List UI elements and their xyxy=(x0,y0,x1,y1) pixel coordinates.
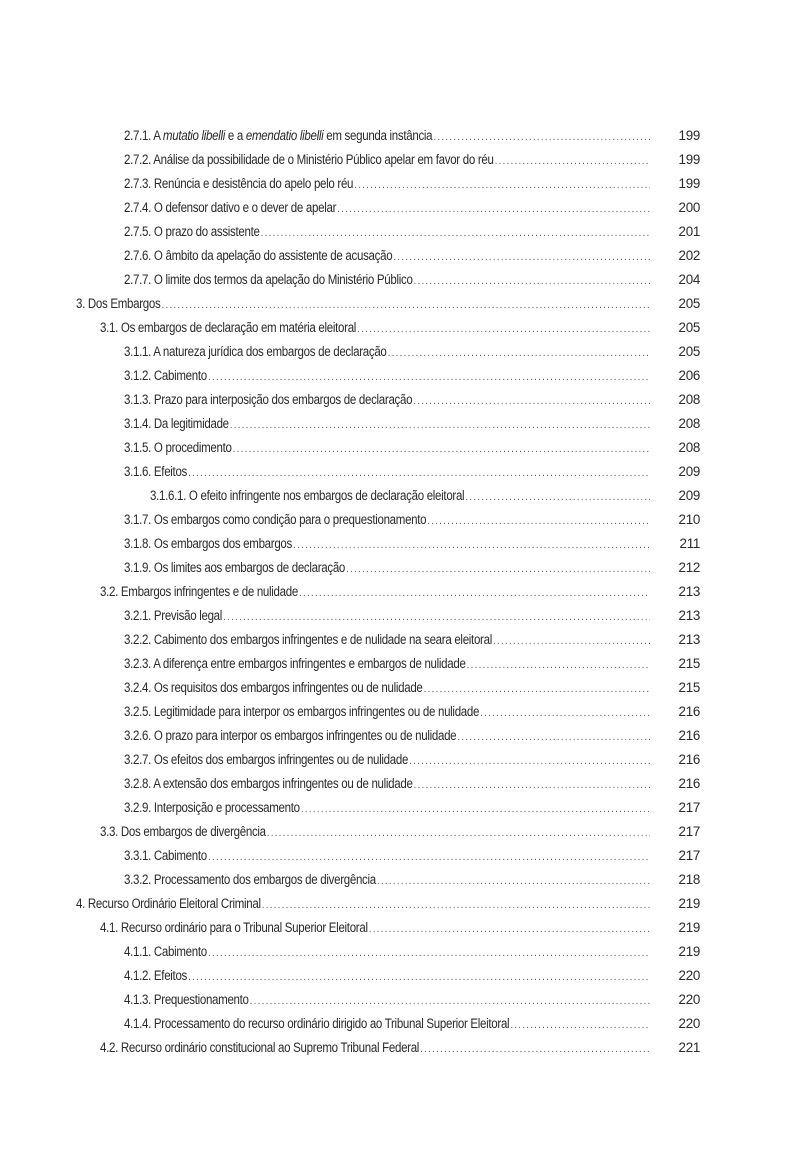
toc-entry-text xyxy=(100,820,650,846)
toc-entry[interactable] xyxy=(0,772,800,796)
dot-leader xyxy=(495,150,650,174)
section-number: 2.7.3. xyxy=(124,176,152,191)
page-number: 201 xyxy=(678,224,700,239)
page-number: 216 xyxy=(678,776,700,791)
page-number: 200 xyxy=(678,200,700,215)
section-title: O limite dos termos da apelação do Ministério Público xyxy=(153,272,413,287)
section-number: 4.1.1. xyxy=(124,944,152,959)
page-number: 205 xyxy=(678,296,700,311)
section-number: 3.1.4. xyxy=(124,416,152,431)
section-number: 3.1.2. xyxy=(124,368,152,383)
dot-leader xyxy=(413,390,650,414)
dot-leader xyxy=(369,918,650,942)
dot-leader xyxy=(261,222,650,246)
toc-entry-text xyxy=(124,940,650,966)
section-number: 2.7.5. xyxy=(124,224,152,239)
dot-leader xyxy=(424,678,650,702)
page-number: 199 xyxy=(678,128,700,143)
toc-entry-text xyxy=(124,388,650,414)
toc-entry[interactable] xyxy=(0,484,800,508)
toc-entry-title xyxy=(124,988,249,1012)
toc-entry-text xyxy=(124,436,650,462)
toc-entry[interactable] xyxy=(0,340,800,364)
section-number: 3.2.3. xyxy=(124,656,152,671)
section-title: O defensor dativo e o dever de apelar xyxy=(153,200,337,215)
section-number: 2.7.6. xyxy=(124,248,152,263)
toc-entry[interactable] xyxy=(0,148,800,172)
toc-entry-text xyxy=(124,748,650,774)
toc-entry-text xyxy=(124,988,650,1014)
section-title: Os embargos como condição para o prequestionamento xyxy=(153,512,427,527)
section-number: 4.1.3. xyxy=(124,992,152,1007)
toc-entry[interactable] xyxy=(0,652,800,676)
toc-entry-text xyxy=(124,340,650,366)
page-number: 219 xyxy=(678,896,700,911)
toc-entry-title xyxy=(100,1036,419,1060)
toc-entry[interactable] xyxy=(0,244,800,268)
section-title: Recurso Ordinário Eleitoral Criminal xyxy=(87,896,261,911)
toc-entry[interactable] xyxy=(0,988,800,1012)
section-number: 3.3.1. xyxy=(124,848,152,863)
toc-entry[interactable] xyxy=(0,316,800,340)
toc-entry-text xyxy=(124,868,650,894)
dot-leader xyxy=(293,534,650,558)
section-number: 3.1.1. xyxy=(124,344,152,359)
section-title: Efeitos xyxy=(153,968,188,983)
toc-entry-title xyxy=(124,340,387,364)
section-number: 3.3. xyxy=(100,824,119,839)
toc-entry-title xyxy=(124,964,187,988)
toc-entry-text xyxy=(124,460,650,486)
toc-entry[interactable] xyxy=(0,556,800,580)
toc-entry-title xyxy=(124,460,187,484)
section-number: 3.1.6.1. xyxy=(150,488,187,503)
section-title: Legitimidade para interpor os embargos infringentes ou de nulidade xyxy=(153,704,480,719)
section-number: 3.1.5. xyxy=(124,440,152,455)
page-number: 220 xyxy=(678,992,700,1007)
dot-leader xyxy=(267,822,650,846)
section-title: Prequestionamento xyxy=(153,992,249,1007)
toc-entry-title xyxy=(124,364,207,388)
section-number: 3.1.7. xyxy=(124,512,152,527)
section-title: Prazo para interposição dos embargos de declaração xyxy=(153,392,413,407)
dot-leader xyxy=(188,462,650,486)
section-title: Cabimento dos embargos infringentes e de nulidade na seara eleitoral xyxy=(153,632,492,647)
toc-entry-title xyxy=(124,748,408,772)
toc-entry[interactable] xyxy=(0,364,800,388)
section-title: Renúncia e desistência do apelo pelo réu xyxy=(153,176,354,191)
toc-entry-title xyxy=(124,412,229,436)
toc-entry-title xyxy=(100,580,298,604)
toc-entry-text xyxy=(124,220,650,246)
dot-leader xyxy=(223,606,650,630)
section-title: Dos Embargos xyxy=(87,296,161,311)
section-title: Os limites aos embargos de declaração xyxy=(153,560,346,575)
toc-entry-text xyxy=(124,268,650,294)
page-number: 210 xyxy=(678,512,700,527)
toc-entry-title xyxy=(100,916,368,940)
page-number: 217 xyxy=(678,848,700,863)
toc-entry-text xyxy=(124,796,650,822)
section-number: 3.1. xyxy=(100,320,119,335)
section-title: Cabimento xyxy=(153,848,207,863)
section-number: 3. xyxy=(76,296,86,311)
section-number: 2.7.2. xyxy=(124,152,152,167)
section-number: 4.2. xyxy=(100,1040,119,1055)
toc-entry-text xyxy=(124,724,650,750)
section-title: O efeito infringente nos embargos de declaração eleitoral xyxy=(188,488,465,503)
section-title: O âmbito da apelação do assistente de acusação xyxy=(153,248,393,263)
section-number: 3.2.9. xyxy=(124,800,152,815)
toc-entry-title xyxy=(124,436,232,460)
page-number: 202 xyxy=(678,248,700,263)
page-number: 216 xyxy=(678,704,700,719)
section-number: 3.2.8. xyxy=(124,776,152,791)
section-title: Da legitimidade xyxy=(153,416,229,431)
page-number: 209 xyxy=(678,488,700,503)
page-number: 220 xyxy=(678,1016,700,1031)
toc-entry-title xyxy=(124,556,345,580)
toc-entry-title xyxy=(124,652,466,676)
toc-entry-text xyxy=(124,676,650,702)
section-title: Processamento dos embargos de divergência xyxy=(153,872,376,887)
dot-leader xyxy=(208,942,650,966)
toc-entry-title xyxy=(124,940,207,964)
toc-entry-title xyxy=(100,316,356,340)
toc-entry-title xyxy=(124,700,479,724)
dot-leader xyxy=(433,126,650,150)
toc-entry-text xyxy=(124,604,650,630)
section-title: Análise da possibilidade de o Ministério Público apelar em favor do réu xyxy=(153,152,494,167)
section-number: 3.3.2. xyxy=(124,872,152,887)
toc-entry-text xyxy=(124,124,650,150)
page-number: 206 xyxy=(678,368,700,383)
section-title: Os embargos de declaração em matéria eleitoral xyxy=(120,320,357,335)
dot-leader xyxy=(510,1014,650,1038)
toc-entry-title xyxy=(124,268,413,292)
toc-entry[interactable] xyxy=(0,964,800,988)
page-number: 215 xyxy=(678,656,700,671)
toc-entry-title xyxy=(124,844,207,868)
dot-leader xyxy=(262,894,650,918)
dot-leader xyxy=(188,966,650,990)
title-part: em segunda instância xyxy=(323,128,433,143)
section-number: 3.1.6. xyxy=(124,464,152,479)
toc-entry[interactable] xyxy=(0,820,800,844)
section-number: 4.1. xyxy=(100,920,119,935)
toc-entry-title xyxy=(124,724,456,748)
dot-leader xyxy=(250,990,650,1014)
page-number: 199 xyxy=(678,176,700,191)
section-title: Os requisitos dos embargos infringentes ou de nulidade xyxy=(153,680,423,695)
page-number: 217 xyxy=(678,800,700,815)
page-number: 213 xyxy=(678,632,700,647)
section-number: 2.7.7. xyxy=(124,272,152,287)
section-number: 3.2.2. xyxy=(124,632,152,647)
section-number: 3.2. xyxy=(100,584,119,599)
toc-entry-text xyxy=(124,628,650,654)
dot-leader xyxy=(420,1038,650,1062)
toc-entry-text xyxy=(100,316,650,342)
section-number: 3.1.9. xyxy=(124,560,152,575)
toc-entry-text xyxy=(124,556,650,582)
dot-leader xyxy=(465,486,650,510)
section-title: A extensão dos embargos infringentes ou de nulidade xyxy=(153,776,413,791)
page-number: 217 xyxy=(678,824,700,839)
toc-entry-title xyxy=(124,220,260,244)
section-number: 2.7.1. xyxy=(124,128,152,143)
page-number: 216 xyxy=(678,728,700,743)
page-number: 208 xyxy=(678,392,700,407)
dot-leader xyxy=(230,414,650,438)
toc-entry-text xyxy=(124,244,650,270)
page-number: 213 xyxy=(678,608,700,623)
section-number: 3.2.7. xyxy=(124,752,152,767)
toc-entry-title xyxy=(150,484,464,508)
section-number: 3.1.8. xyxy=(124,536,152,551)
dot-leader xyxy=(299,582,650,606)
toc-entry[interactable] xyxy=(0,436,800,460)
title-part: e a xyxy=(224,128,246,143)
dot-leader xyxy=(354,174,650,198)
toc-entry[interactable] xyxy=(0,892,800,916)
toc-entry-title xyxy=(124,1012,509,1036)
toc-entry[interactable] xyxy=(0,676,800,700)
dot-leader xyxy=(467,654,650,678)
toc-entry-text xyxy=(124,532,650,558)
title-part: A xyxy=(153,128,163,143)
section-number: 2.7.4. xyxy=(124,200,152,215)
section-title: Recurso ordinário constitucional ao Supremo Tribunal Federal xyxy=(120,1040,420,1055)
page-number: 218 xyxy=(678,872,700,887)
toc-entry-title xyxy=(124,796,300,820)
toc-entry[interactable] xyxy=(0,388,800,412)
toc-entry-text xyxy=(124,700,650,726)
toc-entry-title xyxy=(124,388,412,412)
toc-entry[interactable] xyxy=(0,868,800,892)
toc-entry[interactable] xyxy=(0,172,800,196)
section-title: Recurso ordinário para o Tribunal Superior Eleitoral xyxy=(120,920,368,935)
toc-entry-text xyxy=(124,772,650,798)
section-title: A diferença entre embargos infringentes e embargos de nulidade xyxy=(153,656,466,671)
toc-entry-text xyxy=(124,148,650,174)
section-number: 3.2.6. xyxy=(124,728,152,743)
dot-leader xyxy=(357,318,650,342)
toc-entry-text xyxy=(124,172,650,198)
section-number: 3.2.4. xyxy=(124,680,152,695)
toc-entry-text xyxy=(100,1036,650,1062)
page-number: 208 xyxy=(678,440,700,455)
dot-leader xyxy=(393,246,650,270)
toc-entry-title xyxy=(124,532,292,556)
toc-entry-title xyxy=(124,628,492,652)
toc-entry-text xyxy=(76,292,650,318)
toc-entry-title xyxy=(124,148,494,172)
section-title: Cabimento xyxy=(153,368,207,383)
page-number: 209 xyxy=(678,464,700,479)
toc-entry[interactable] xyxy=(0,268,800,292)
section-title: Embargos infringentes e de nulidade xyxy=(120,584,298,599)
section-number: 4.1.2. xyxy=(124,968,152,983)
page-number: 212 xyxy=(678,560,700,575)
toc-entry[interactable] xyxy=(0,532,800,556)
italic-term: mutatio libelli xyxy=(162,128,225,143)
toc-entry[interactable] xyxy=(0,460,800,484)
toc-entry[interactable] xyxy=(0,916,800,940)
page-number: 219 xyxy=(678,944,700,959)
table-of-contents xyxy=(0,124,800,1060)
toc-entry-text xyxy=(76,892,650,918)
toc-entry-title xyxy=(76,892,261,916)
section-number: 3.1.3. xyxy=(124,392,152,407)
toc-entry[interactable] xyxy=(0,220,800,244)
section-title: Dos embargos de divergência xyxy=(120,824,266,839)
dot-leader xyxy=(162,294,651,318)
toc-entry[interactable] xyxy=(0,628,800,652)
toc-entry[interactable] xyxy=(0,724,800,748)
toc-entry-title xyxy=(124,604,222,628)
toc-entry-title xyxy=(124,676,423,700)
toc-entry[interactable] xyxy=(0,604,800,628)
page-number: 221 xyxy=(678,1040,700,1055)
page-number: 219 xyxy=(678,920,700,935)
dot-leader xyxy=(414,270,651,294)
toc-entry-text xyxy=(150,484,650,510)
page-number: 205 xyxy=(678,344,700,359)
toc-entry[interactable] xyxy=(0,580,800,604)
dot-leader xyxy=(480,702,650,726)
section-title: A natureza jurídica dos embargos de declaração xyxy=(153,344,387,359)
toc-entry[interactable] xyxy=(0,196,800,220)
toc-entry-text xyxy=(124,964,650,990)
toc-entry[interactable] xyxy=(0,700,800,724)
section-title: Cabimento xyxy=(153,944,207,959)
toc-entry[interactable] xyxy=(0,1012,800,1036)
toc-entry-text xyxy=(124,844,650,870)
section-title: Os embargos dos embargos xyxy=(153,536,292,551)
page-number: 204 xyxy=(678,272,700,287)
toc-entry[interactable] xyxy=(0,940,800,964)
section-title: O procedimento xyxy=(153,440,232,455)
dot-leader xyxy=(208,846,650,870)
section-title: Processamento do recurso ordinário dirigido ao Tribunal Superior Eleitoral xyxy=(153,1016,510,1031)
toc-entry[interactable] xyxy=(0,796,800,820)
toc-entry-text xyxy=(124,364,650,390)
dot-leader xyxy=(388,342,650,366)
toc-entry-title xyxy=(100,820,266,844)
toc-entry[interactable] xyxy=(0,508,800,532)
toc-entry[interactable] xyxy=(0,292,800,316)
toc-entry[interactable] xyxy=(0,748,800,772)
page-number: 205 xyxy=(678,320,700,335)
toc-entry-title xyxy=(124,244,392,268)
section-number: 3.2.5. xyxy=(124,704,152,719)
dot-leader xyxy=(346,558,650,582)
section-title: Previsão legal xyxy=(153,608,223,623)
toc-entry-text xyxy=(100,916,650,942)
toc-entry-title xyxy=(124,196,336,220)
section-title: Efeitos xyxy=(153,464,188,479)
toc-entry[interactable] xyxy=(0,124,800,148)
section-title: Interposição e processamento xyxy=(153,800,300,815)
page-number: 220 xyxy=(678,968,700,983)
section-number: 4.1.4. xyxy=(124,1016,152,1031)
toc-entry[interactable] xyxy=(0,1036,800,1060)
section-title: O prazo do assistente xyxy=(153,224,260,239)
toc-entry-title xyxy=(124,124,432,148)
page-number: 216 xyxy=(678,752,700,767)
toc-entry-title xyxy=(76,292,160,316)
dot-leader xyxy=(208,366,650,390)
toc-entry-title xyxy=(124,772,413,796)
toc-entry-title xyxy=(124,868,376,892)
section-title: O prazo para interpor os embargos infringentes ou de nulidade xyxy=(153,728,457,743)
toc-entry-title xyxy=(124,508,426,532)
section-number: 3.2.1. xyxy=(124,608,152,623)
dot-leader xyxy=(233,438,650,462)
dot-leader xyxy=(457,726,650,750)
toc-entry-text xyxy=(124,1012,650,1038)
dot-leader xyxy=(337,198,650,222)
toc-entry-text xyxy=(124,508,650,534)
dot-leader xyxy=(414,774,650,798)
dot-leader xyxy=(493,630,650,654)
toc-entry-title xyxy=(124,172,353,196)
page-number: 208 xyxy=(678,416,700,431)
toc-entry-text xyxy=(124,196,650,222)
page-number: 211 xyxy=(679,536,700,551)
page-number: 215 xyxy=(678,680,700,695)
dot-leader xyxy=(409,750,650,774)
toc-entry-text xyxy=(124,412,650,438)
dot-leader xyxy=(301,798,650,822)
page-number: 199 xyxy=(678,152,700,167)
section-title: Os efeitos dos embargos infringentes ou de nulidade xyxy=(153,752,409,767)
toc-entry[interactable] xyxy=(0,412,800,436)
page-number: 213 xyxy=(678,584,700,599)
toc-entry[interactable] xyxy=(0,844,800,868)
dot-leader xyxy=(427,510,650,534)
toc-entry-text xyxy=(100,580,650,606)
section-number: 4. xyxy=(76,896,86,911)
dot-leader xyxy=(377,870,650,894)
italic-term: emendatio libelli xyxy=(245,128,324,143)
toc-entry-text xyxy=(124,652,650,678)
